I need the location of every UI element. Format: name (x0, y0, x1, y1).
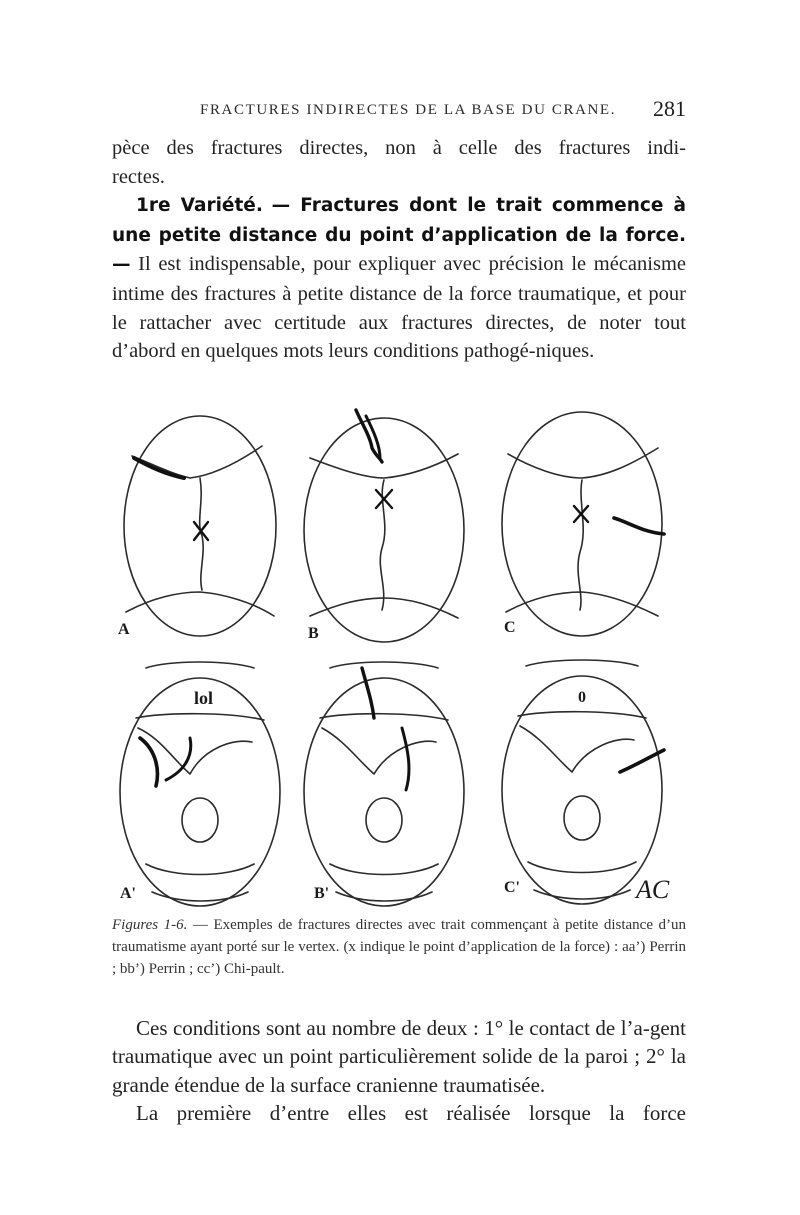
text-line-1: pèce des fractures directes, non à celle des fractures indi- (112, 137, 686, 159)
skull-figures-drawing (112, 398, 688, 910)
figure-mark-a: lol (194, 688, 214, 708)
text-line-2: rectes. (112, 165, 165, 188)
running-title: FRACTURES INDIRECTES DE LA BASE DU CRANE. (200, 102, 617, 118)
figure-label-a: A (118, 621, 130, 638)
figure-label-c-prime: C' (504, 879, 520, 896)
caption-text: — Exemples de fractures directes avec trait commençant à petite distance d’un traumatisme ayant porté sur le vertex. (x indique le point d’application de la force) : aa’) Perrin ; bb’) Perrin ; cc’) Chi-pault. (112, 917, 687, 977)
caption-label: Figures 1-6. (112, 917, 188, 933)
figure-caption (112, 914, 686, 980)
variety-label: 1re Variété. (136, 195, 263, 217)
running-header (112, 96, 686, 126)
illustrator-signature: AC (636, 875, 670, 904)
skull-vertex-c (502, 412, 664, 636)
bottom-paragraph-1: Ces conditions sont au nombre de deux : 1° le contact de l’a-gent traumatique avec un point particulièrement solide de la paroi ; 2° la grande étendue de la surface cranienne traumatisée. (112, 1016, 686, 1097)
variety-paragraph-text: Il est indispensable, pour expliquer avec précision le mécanisme intime des fractures à petite distance de la force traumatique, et pour le rattacher avec certitude aux fractures directes, de noter tout d’abord en quelques mots leurs conditions pathogé-niques. (112, 253, 687, 363)
bottom-paragraph-2: La première d’entre elles est réalisée lorsque la force (136, 1101, 686, 1126)
skull-figures (112, 398, 688, 910)
top-text (112, 134, 686, 366)
figure-label-b: B (308, 625, 319, 642)
skull-base-b (304, 662, 464, 906)
figure-label-b-prime: B' (314, 885, 330, 902)
page-number: 281 (653, 96, 686, 121)
skull-vertex-b (304, 410, 464, 642)
bottom-text (112, 1014, 686, 1128)
figure-label-a-prime: A' (120, 885, 136, 902)
skull-vertex-a (124, 416, 276, 636)
figure-label-c: C (504, 619, 516, 636)
figure-mark-c: 0 (578, 689, 586, 706)
variety-heading: — Fractures dont le trait commence à une petite distance du point d’application de la force.— (112, 195, 686, 276)
variety-paragraph (112, 191, 686, 366)
